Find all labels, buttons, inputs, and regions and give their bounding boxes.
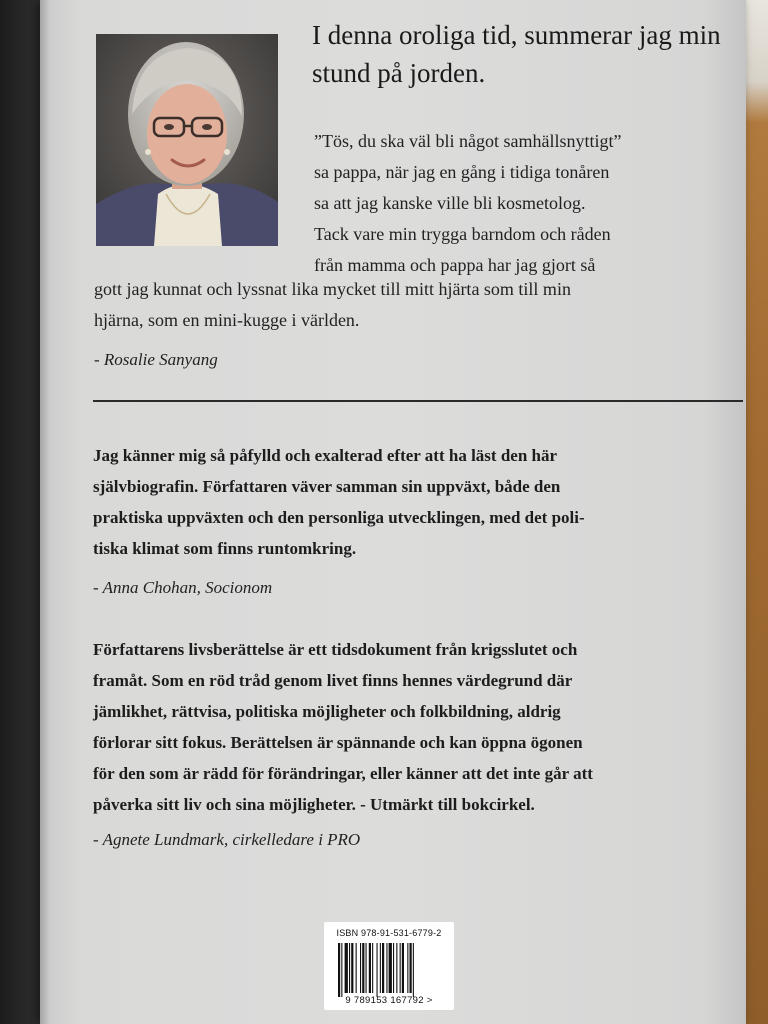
cover-heading: I denna oroliga tid, summerar jag min stund på jorden. <box>312 20 721 88</box>
isbn-digits: 9 789153 167792 > <box>345 995 433 1006</box>
divider-line <box>93 400 743 402</box>
book-back-cover <box>40 0 746 1024</box>
author-portrait-image <box>96 34 278 246</box>
author-quote-continued: gott jag kunnat och lyssnat lika mycket till mitt hjärta som till min hjärna, som en mini-kugge i världen. <box>94 279 571 330</box>
review-text: Författarens livsberättelse är ett tidsdokument från krigsslutet och framåt. Som en röd tråd genom livet finns hennes värdegrund där jämlikhet, rättvisa, politiska möjligheter och folkbildning, aldrig förlorar sitt fokus. Berättelsen är spännande och kan öppna ögonen för den som är rädd för förändringar, eller känner att det inte går att påverka sitt liv och sina möjligheter. - Utmärkt till bokcirkel. <box>93 640 593 814</box>
review-attribution: - Agnete Lundmark, cirkelledare i PRO <box>93 830 361 849</box>
isbn-barcode <box>324 922 454 1010</box>
author-attribution: - Rosalie Sanyang <box>94 350 218 369</box>
isbn-label: ISBN 978-91-531-6779-2 <box>336 928 442 938</box>
review-attribution: - Anna Chohan, Socionom <box>93 578 273 597</box>
spine-shadow <box>40 0 50 1024</box>
author-photo <box>96 34 278 246</box>
review-text: Jag känner mig så påfylld och exalterad efter att ha läst den här självbiografin. Författaren väver samman sin uppväxt, både den praktiska uppväxten och den personliga utvecklingen, med det poli- tiska klimat som finns runtomkring. <box>93 446 585 558</box>
author-quote: ”Tös, du ska väl bli något samhällsnyttigt” sa pappa, när jag en gång i tidiga tonåren sa att jag kanske ville bli kosmetolog. Tack vare min trygga barndom och råden från mamma och pappa har jag gjort så <box>314 131 622 275</box>
